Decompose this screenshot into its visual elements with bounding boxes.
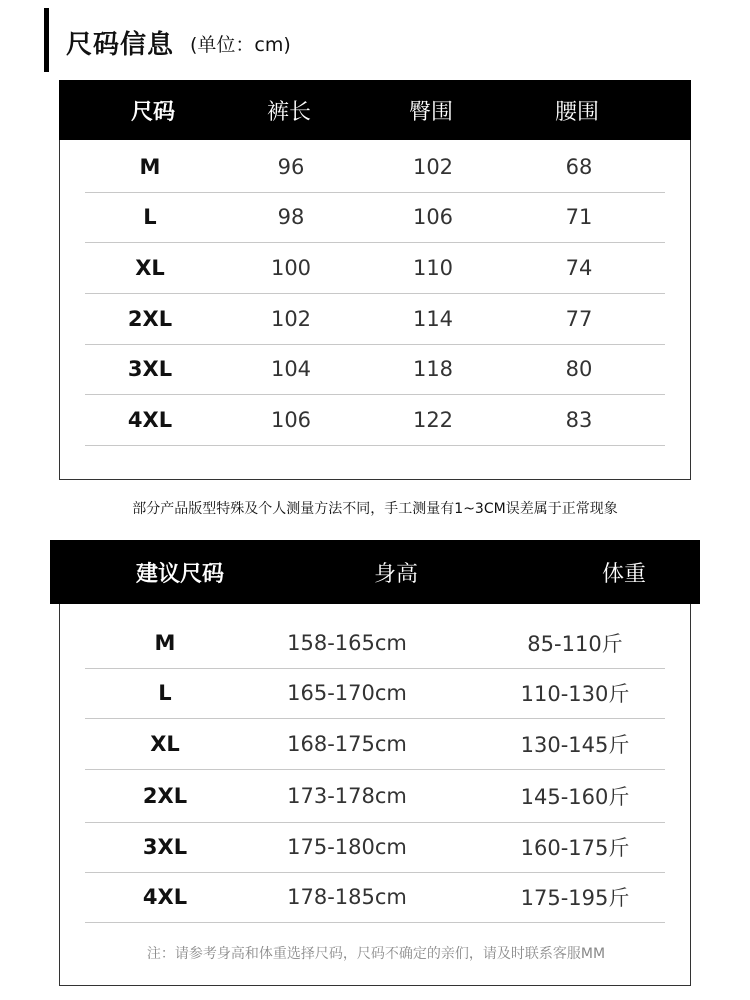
size-measurement-table (59, 80, 691, 480)
weight-cell: 110-130斤 (520, 682, 630, 706)
size-cell: 3XL (127, 357, 173, 381)
size-cell: M (154, 631, 176, 655)
value-cell: 104 (270, 357, 312, 381)
table-row (85, 344, 665, 395)
table-row (85, 668, 665, 719)
page-title: 尺码信息 (66, 30, 175, 60)
height-cell: 173-178cm (287, 783, 407, 808)
value-cell: 80 (565, 357, 593, 381)
title-accent-bar (44, 8, 49, 72)
value-cell: 118 (412, 357, 454, 381)
size-cell: XL (150, 731, 180, 756)
size-cell: L (143, 205, 157, 229)
recommended-size-table (59, 540, 691, 986)
height-cell: 178-185cm (287, 885, 407, 909)
table-row (85, 618, 665, 669)
table-row (85, 394, 665, 446)
value-cell: 68 (565, 154, 593, 179)
size-cell: 3XL (142, 835, 188, 859)
value-cell: 106 (412, 205, 454, 229)
height-cell: 175-180cm (287, 835, 407, 859)
value-cell: 106 (270, 407, 312, 432)
table-header (59, 80, 691, 140)
size-cell: 4XL (142, 885, 188, 909)
header-size: 尺码 (130, 99, 175, 125)
value-cell: 110 (412, 255, 454, 280)
header-weight: 体重 (601, 561, 646, 587)
height-cell: 165-170cm (287, 681, 407, 705)
value-cell: 114 (412, 306, 454, 331)
value-cell: 122 (412, 407, 454, 432)
value-cell: 83 (565, 407, 593, 432)
header-height: 身高 (373, 561, 418, 587)
weight-cell: 160-175斤 (520, 836, 630, 860)
table-row (85, 822, 665, 873)
measurement-error-note: 部分产品版型特殊及个人测量方法不同，手工测量有1~3CM误差属于正常现象 (132, 501, 618, 517)
header-pants-length: 裤长 (266, 99, 311, 125)
value-cell: 102 (270, 306, 312, 331)
table-row (85, 769, 665, 823)
weight-cell: 175-195斤 (520, 886, 630, 910)
header-hip: 臀围 (408, 99, 453, 125)
value-cell: 71 (565, 205, 593, 229)
table-row (85, 141, 665, 193)
table-header (50, 540, 700, 604)
table-row (85, 192, 665, 243)
header-waist: 腰围 (554, 99, 599, 125)
weight-cell: 145-160斤 (520, 784, 630, 809)
table-row (85, 872, 665, 923)
size-advice-note: 注：请参考身高和体重选择尺码，尺码不确定的亲们，请及时联系客服MM (146, 946, 606, 962)
value-cell: 98 (277, 205, 305, 229)
header-recommended-size: 建议尺码 (135, 561, 224, 587)
unit-label: (单位：cm) (190, 34, 291, 56)
size-cell: 2XL (142, 783, 188, 808)
size-cell: XL (135, 255, 165, 280)
weight-cell: 85-110斤 (527, 632, 623, 656)
table-row (85, 718, 665, 770)
size-cell: 4XL (127, 407, 173, 432)
value-cell: 74 (565, 255, 593, 280)
size-cell: M (139, 154, 161, 179)
table-row (85, 242, 665, 294)
height-cell: 168-175cm (287, 731, 407, 756)
value-cell: 77 (565, 306, 593, 331)
weight-cell: 130-145斤 (520, 732, 630, 757)
height-cell: 158-165cm (287, 631, 407, 655)
value-cell: 102 (412, 154, 454, 179)
size-cell: 2XL (127, 306, 173, 331)
value-cell: 96 (277, 154, 305, 179)
value-cell: 100 (270, 255, 312, 280)
size-cell: L (158, 681, 172, 705)
table-row (85, 293, 665, 345)
